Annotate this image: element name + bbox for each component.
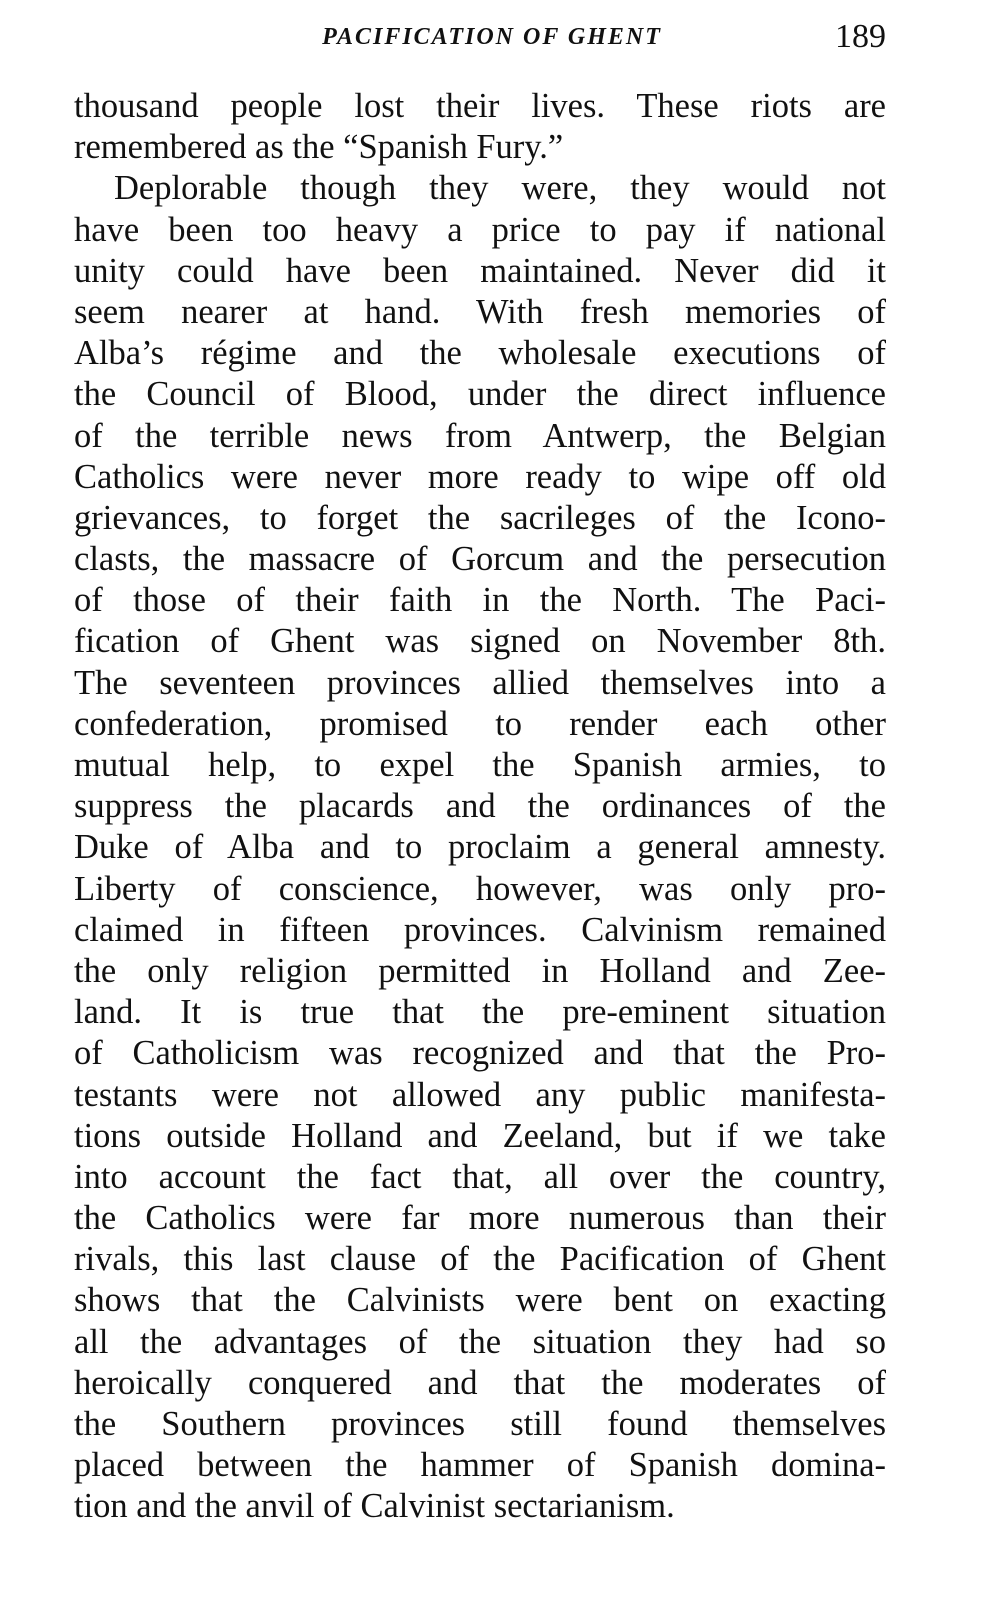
text-line: The seventeen provinces allied themselves into a xyxy=(74,663,886,702)
text-line: heroically conquered and that the moderates of xyxy=(74,1363,886,1402)
text-line: Catholics were never more ready to wipe off old xyxy=(74,457,886,496)
text-line: land. It is true that the pre-eminent situation xyxy=(74,993,886,1032)
text-line: fication of Ghent was signed on November 8th. xyxy=(74,622,886,661)
text-line: of the terrible news from Antwerp, the Belgian xyxy=(74,416,886,455)
text-line: of Catholicism was recognized and that the Pro- xyxy=(74,1034,886,1073)
text-line: the Catholics were far more numerous than their xyxy=(74,1199,886,1238)
text-line: suppress the placards and the ordinances of the xyxy=(74,787,886,826)
text-line: thousand people lost their lives. These riots are xyxy=(74,87,886,125)
text-line: have been too heavy a price to pay if national xyxy=(74,210,886,249)
text-line: tions outside Holland and Zeeland, but if we take xyxy=(74,1116,886,1155)
body-text xyxy=(74,86,886,1528)
text-line: testants were not allowed any public manifesta- xyxy=(74,1075,886,1114)
text-line: the Council of Blood, under the direct influence xyxy=(74,375,886,414)
text-line: grievances, to forget the sacrileges of the Icono- xyxy=(74,498,886,537)
text-line: rivals, this last clause of the Pacification of Ghent xyxy=(74,1240,886,1279)
text-line: unity could have been maintained. Never did it xyxy=(74,251,886,290)
text-line: tion and the anvil of Calvinist sectarianism. xyxy=(74,1487,675,1526)
text-line: Liberty of conscience, however, was only pro- xyxy=(74,869,886,908)
text-line: placed between the hammer of Spanish domina- xyxy=(74,1446,886,1485)
text-line: clasts, the massacre of Gorcum and the persecution xyxy=(74,540,886,579)
text-line: of those of their faith in the North. The Paci- xyxy=(74,581,886,620)
text-line: claimed in fifteen provinces. Calvinism remained xyxy=(74,910,886,949)
text-line: Deplorable though they were, they would not xyxy=(114,169,886,208)
text-line: mutual help, to expel the Spanish armies, to xyxy=(74,746,886,784)
page-number: 189 xyxy=(835,18,886,55)
text-line: the Southern provinces still found themselves xyxy=(74,1405,886,1443)
text-line: seem nearer at hand. With fresh memories of xyxy=(74,292,886,331)
text-line: Duke of Alba and to proclaim a general amnesty. xyxy=(74,828,886,867)
text-line: confederation, promised to render each other xyxy=(74,704,886,743)
text-line: into account the fact that, all over the country, xyxy=(74,1157,886,1196)
text-line: all the advantages of the situation they had so xyxy=(74,1322,886,1361)
running-head xyxy=(78,18,886,58)
running-title: PACIFICATION OF GHENT xyxy=(322,24,662,50)
text-line: remembered as the “Spanish Fury.” xyxy=(74,128,564,167)
text-line: the only religion permitted in Holland and Zee- xyxy=(74,951,886,990)
text-line: Alba’s régime and the wholesale executions of xyxy=(74,334,886,373)
text-line: shows that the Calvinists were bent on exacting xyxy=(74,1281,886,1320)
